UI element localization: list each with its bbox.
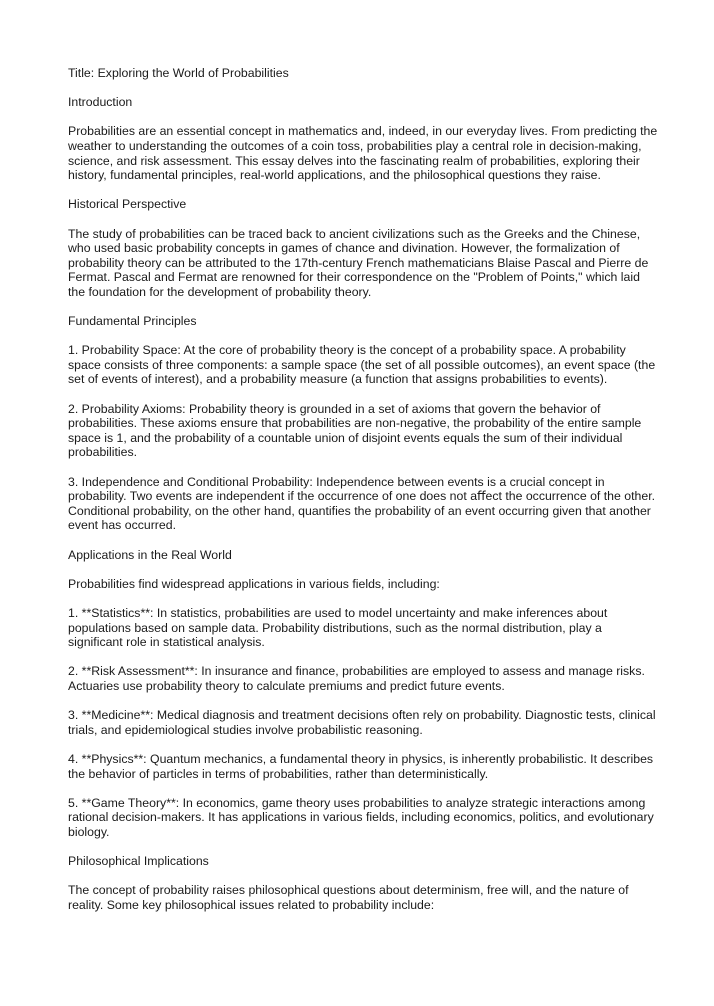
paragraph-applications-intro: Probabilities find widespread applications in various fields, including:	[68, 576, 440, 591]
section-heading-principles: Fundamental Principles	[68, 314, 197, 329]
paragraph-probability-space: 1. Probability Space: At the core of probability theory is the concept of a probability space. A probability space consists of three components: a sample space (the set of all possible outcomes), an event space (the set of events of interest), and a probability measure (a function that assigns probabilities to events).	[68, 343, 656, 387]
document-body	[68, 66, 658, 927]
paragraph-philosophical: The concept of probability raises philosophical questions about determinism, free will, and the nature of reality. Some key philosophical issues related to probability include:	[68, 883, 629, 912]
section-heading-introduction: Introduction	[68, 95, 133, 110]
list-item-game-theory: 5. **Game Theory**: In economics, game theory uses probabilities to analyze strategic interactions among rational decision-makers. It has applications in various fields, including economics, politics, and evolutionary biology.	[68, 795, 654, 839]
section-heading-applications: Applications in the Real World	[68, 547, 232, 562]
paragraph-probability-axioms: 2. Probability Axioms: Probability theory is grounded in a set of axioms that govern the behavior of probabilities. These axioms ensure that probabilities are non-negative, the probability of the entire sample space is 1, and the probability of a countable union of disjoint events equals the sum of their individual probabilities.	[68, 401, 642, 460]
paragraph-independence: 3. Independence and Conditional Probability: Independence between events is a crucial concept in probability. Two events are independent if the occurrence of one does not aﬀect the occurrence of the other. Conditional probability, on the other hand, quantifies the probability of an event occurring given that another event has occurred.	[68, 474, 656, 533]
list-item-statistics: 1. **Statistics**: In statistics, probabilities are used to model uncertainty and make inferences about populations based on sample data. Probability distributions, such as the normal distribution, play a significant role in statistical analysis.	[68, 605, 608, 650]
list-item-physics: 4. **Physics**: Quantum mechanics, a fundamental theory in physics, is inherently probabilistic. It describes the behavior of particles in terms of probabilities, rather than deterministically.	[68, 751, 654, 781]
document-title: Title: Exploring the World of Probabilities	[68, 66, 289, 80]
section-heading-philosophical: Philosophical Implications	[68, 854, 209, 869]
section-heading-historical: Historical Perspective	[68, 197, 187, 212]
list-item-medicine: 3. **Medicine**: Medical diagnosis and treatment decisions often rely on probability. Diagnostic tests, clinical trials, and epidemiological studies involve probabilistic reasoning.	[68, 708, 656, 737]
paragraph-introduction: Probabilities are an essential concept in mathematics and, indeed, in our everyday lives. From predicting the weather to understanding the outcomes of a coin toss, probabilities play a central role in decision-making, science, and risk assessment. This essay delves into the fascinating realm of probabilities, exploring their history, fundamental principles, real-world applications, and the philosophical questions they raise.	[68, 124, 658, 183]
paragraph-historical: The study of probabilities can be traced back to ancient civilizations such as the Greeks and the Chinese, who used basic probability concepts in games of chance and divination. However, the formalization of probability theory can be attributed to the 17th-century French mathematicians Blaise Pascal and Pierre de Fermat. Pascal and Fermat are renowned for their correspondence on the "Problem of Points," which laid the foundation for the development of probability theory.	[68, 226, 649, 299]
list-item-risk-assessment: 2. **Risk Assessment**: In insurance and finance, probabilities are employed to assess and manage risks. Actuaries use probability theory to calculate premiums and predict future events.	[68, 664, 645, 693]
